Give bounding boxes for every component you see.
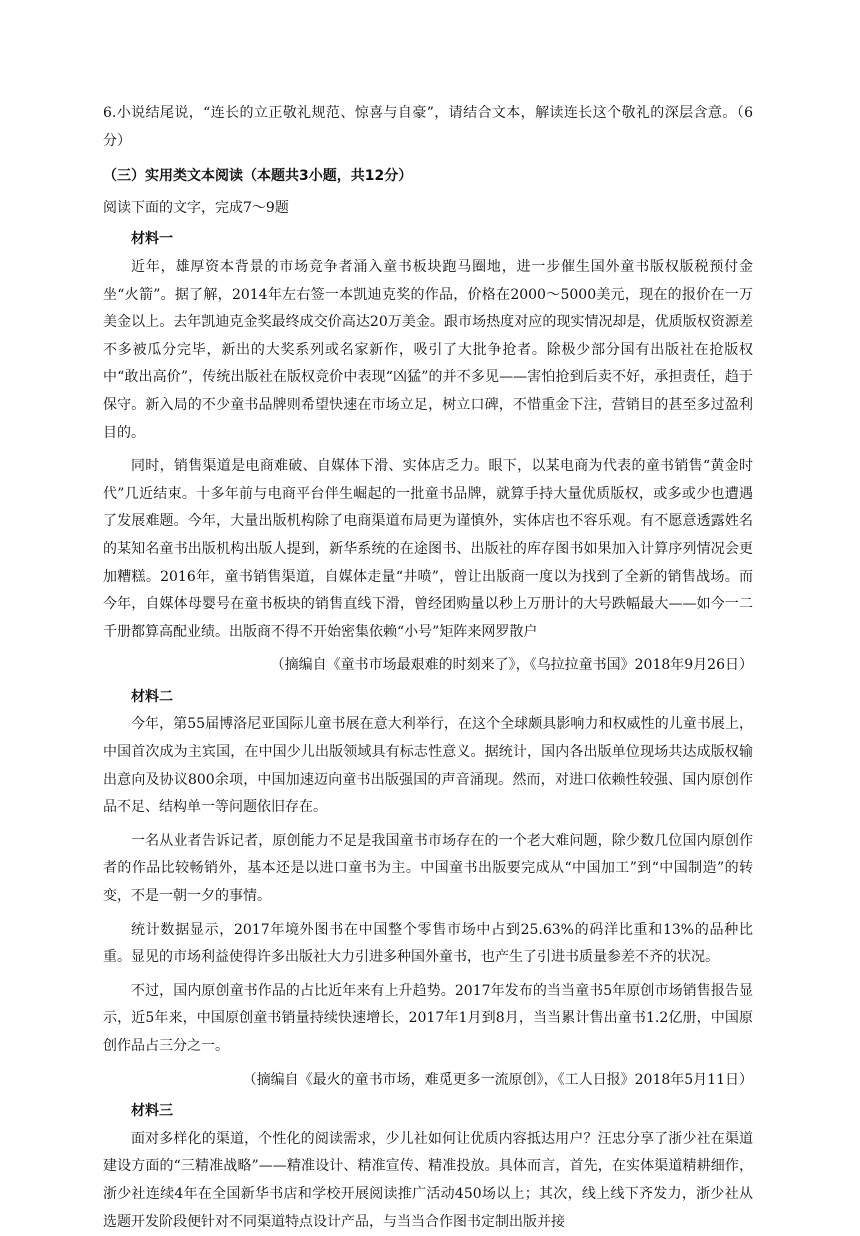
material-2-title: 材料二	[131, 688, 173, 705]
material-1-paragraph: 同时，销售渠道是电商难破、自媒体下滑、实体店乏力。眼下，以某电商为代表的童书销售“黄金时代”几近结束。十多年前与电商平台伴生崛起的一批童书品牌，就算手持大量优质版权，或多或少也遭遇了发展难题。今年，大量出版机构除了电商渠道布局更为谨慎外，实体店也不容乐观。有不愿意透露姓名的某知名童书出版机构出版人提到，新华系统的在途图书、出版社的库存图书如果加入计算序列情况会更加糟糕。2016年，童书销售渠道，自媒体走量“井喷”，曾让出版商一度以为找到了全新的销售战场。而今年，自媒体母婴号在童书板块的销售直线下滑，曾经团购量以秒上万册计的大号跌幅最大——如今一二千册都算高配业绩。出版商不得不开始密集依赖“小号”矩阵来网罗散户	[103, 458, 753, 640]
material-2-paragraph: 今年，第55届博洛尼亚国际儿童书展在意大利举行，在这个全球颇具影响力和权威性的儿童书展上，中国首次成为主宾国，在中国少儿出版领域具有标志性意义。据统计，国内各出版单位现场共达成版权输出意向及协议800余项，中国加速迈向童书出版强国的声音涌现。然而，对进口依赖性较强、国内原创作品不足、结构单一等问题依旧存在。	[103, 716, 753, 816]
question-6: 6.小说结尾说，“连长的立正敬礼规范、惊喜与自豪”，请结合文本，解读连长这个敬礼的深层含意。（6分）	[103, 105, 753, 149]
material-2-source: （摘编自《最火的童书市场，难觅更多一流原创》，《工人日报》2018年5月11日）	[242, 1071, 753, 1088]
instruction: 阅读下面的文字，完成7～9题	[103, 199, 289, 216]
material-3-paragraph: 面对多样化的渠道，个性化的阅读需求，少儿社如何让优质内容抵达用户？汪忠分享了浙少社在渠道建设方面的“三精准战略”——精准设计、精准宣传、精准投放。具体而言，首先，在实体渠道精耕细作，浙少社连续4年在全国新华书店和学校开展阅读推广活动450场以上；其次，线上线下齐发力，浙少社从选题开发阶段便针对不同渠道特点设计产品，与当当合作图书定制出版并接	[103, 1130, 753, 1230]
material-1-title: 材料一	[131, 231, 173, 248]
material-1-source: （摘编自《童书市场最艰难的时刻来了》，《乌拉拉童书国》2018年9月26日）	[270, 657, 753, 674]
material-1-paragraph: 近年，雄厚资本背景的市场竞争者涌入童书板块跑马圈地，进一步催生国外童书版权版税预付金坐“火箭”。据了解，2014年左右签一本凯迪克奖的作品，价格在2000～5000美元，现在的报价在一万美金以上。去年凯迪克金奖最终成交价高达20万美金。跟市场热度对应的现实情况却是，优质版权资源差不多被瓜分完毕，新出的大奖系列或名家新作，吸引了大批争抢者。除极少部分国有出版社在抢版权中“敢出高价”，传统出版社在版权竞价中表现“凶猛”的并不多见——害怕抢到后卖不好，承担责任，趋于保守。新入局的不少童书品牌则希望快速在市场立足，树立口碑，不惜重金下注，营销目的甚至多过盈利目的。	[103, 258, 753, 441]
material-2-paragraph: 统计数据显示，2017年境外图书在中国整个零售市场中占到25.63%的码洋比重和13%的品种比重。显见的市场利益使得许多出版社大力引进多种国外童书，也产生了引进书质量参差不齐的状况。	[103, 921, 753, 966]
section-title: （三）实用类文本阅读（本题共3小题，共12分）	[103, 168, 413, 185]
material-2-paragraph: 不过，国内原创童书作品的占比近年来有上升趋势。2017年发布的当当童书5年原创市场销售报告显示，近5年来，中国原创童书销量持续快速增长，2017年1月到8月，当当累计售出童书1.2亿册，中国原创作品占三分之一。	[103, 982, 753, 1054]
material-2-paragraph: 一名从业者告诉记者，原创能力不足是我国童书市场存在的一个老大难问题，除少数几位国内原创作者的作品比较畅销外，基本还是以进口童书为主。中国童书出版要完成从“中国加工”到“中国制造”的转变，不是一朝一夕的事情。	[103, 832, 753, 905]
document-page	[103, 100, 753, 1236]
material-3-title: 材料三	[131, 1103, 173, 1120]
